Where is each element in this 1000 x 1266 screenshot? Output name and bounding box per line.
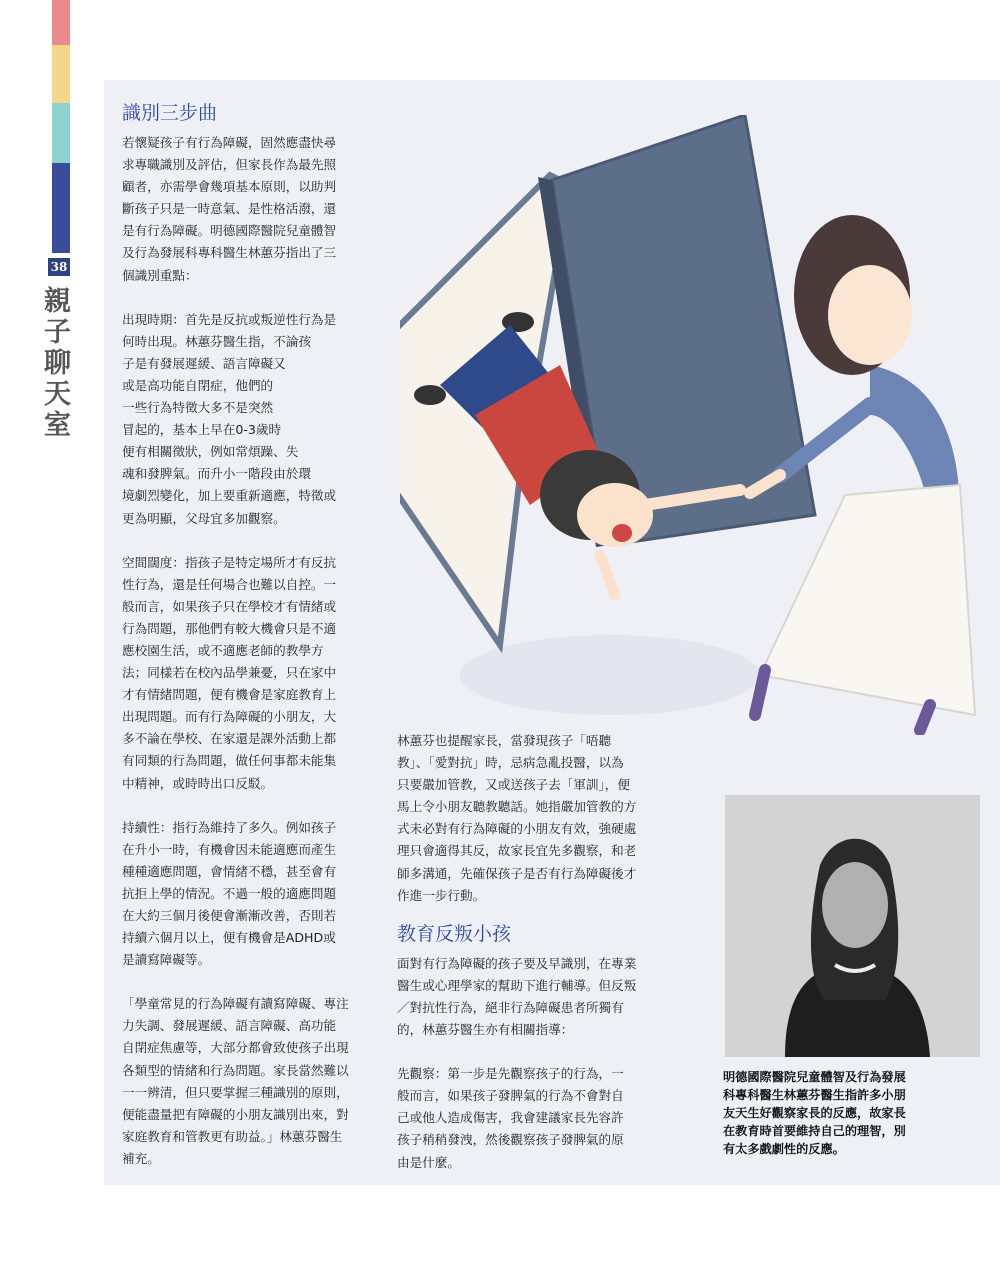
doctor-portrait-photo <box>725 795 980 1057</box>
photo-caption: 明德國際醫院兒童體智及行為發展 科專科醫生林蕙芬醫生指許多小朋 友天生好觀察家長的反應，故家長 在教育時首要維持自己的理智，別 有太多戲劇性的反應。 <box>723 1070 906 1156</box>
article-column-right <box>397 730 661 1174</box>
color-stripe-navy <box>52 163 70 253</box>
color-stripe-yellow <box>52 45 70 103</box>
paragraph-quote: 「學童常見的行為障礙有讀寫障礙、專注 力失調、發展遲緩、語言障礙、高功能 自閉症焦慮等，大部分都會致使孩子出現 各類型的情緒和行為問題。家長當然難以 一一辨清，但只要掌握三種識別的原則， 便能盡量把有障礙的小朋友識別出來，對 家庭教育和管教更有助益。」林蕙芬醫生 補充。 <box>122 996 349 1166</box>
paragraph-observe-first: 先觀察：第一步是先觀察孩子的行為，一 般而言，如果孩子發脾氣的行為不會對自 己或他人造成傷害，我會建議家長先容許 孩子稍稍發洩，然後觀察孩子發脾氣的原 由是什麼。 <box>397 1066 624 1170</box>
paragraph-onset-period: 出現時期：首先是反抗或叛逆性行為是 何時出現。林蕙芬醫生指，不論孩 子是有發展遲緩、語言障礙又 或是高功能自閉症，他們的 一些行為特徵大多不是突然 冒起的，基本上早在0-3歲時 便有相關徵狀，例如常煩躁、失 魂和發脾氣。而升小一階段由於環 境劇烈變化，加上要重新適應，特徵或 更為明顯，父母宜多加觀察。 <box>122 311 337 526</box>
paragraph-spatial-scope: 空間闊度：指孩子是特定場所才有反抗 性行為，還是任何場合也難以自控。一 般而言，如果孩子只在學校才有情緒或 行為問題，那他們有較大機會只是不適 應校園生活，或不適應老師的教學方 法；同樣若在校內品學兼憂，只在家中 才有情緒問題，便有機會是家庭教育上 出現問題。而有行為障礙的小朋友，大 多不論在學校、在家還是課外活動上都 有同類的行為問題，做任何事都未能集 中精神，或時時出口反駁。 <box>122 554 337 791</box>
section-heading-education: 教育反叛小孩 <box>397 922 512 945</box>
page-number: 38 <box>48 258 70 276</box>
mother-shoe-right <box>920 705 930 730</box>
section-heading-identification: 識別三步曲 <box>122 102 218 124</box>
illustration-child-tantrum <box>400 115 1000 735</box>
section-title-vertical: 親子聊天室 <box>39 286 70 441</box>
boy-shoe-right <box>414 385 446 405</box>
boy-mouth <box>612 524 632 542</box>
shadow-shape <box>460 635 760 715</box>
color-stripe-red <box>52 0 70 45</box>
paragraph-reminder: 林蕙芬也提醒家長，當發現孩子「唔聽 教」、「愛對抗」時，忌病急亂投醫，以為 只要嚴加管教，又或送孩子去「軍訓」，便 馬上令小朋友聽教聽話。她指嚴加管教的方 式未必對有行為障礙的小朋友有效，強硬處 理只會適得其反，故家長宜先多觀察，和老 師多溝通，先確保孩子是否有行為障礙後才 作進一步行動。 <box>397 733 637 903</box>
paragraph-early-identification: 面對有行為障礙的孩子要及早識別，在專業 醫生或心理學家的幫助下進行輔導。但反叛 ／對抗性行為，絕非行為障礙患者所獨有 的，林蕙芬醫生亦有相關指導： <box>397 955 637 1038</box>
paragraph-persistence: 持續性：指行為維持了多久。例如孩子 在升小一時，有機會因未能適應而產生 種種適應問題，會情緒不穩，甚至會有 抗拒上學的情況。不過一般的適應問題 在大約三個月後便會漸漸改善，否則若 持續六個月以上，便有機會是ADHD或 是讀寫障礙等。 <box>122 819 337 968</box>
article-column-left <box>122 100 372 1170</box>
boy-arm-lower <box>600 555 615 595</box>
mother-face <box>828 265 912 365</box>
color-stripe-teal <box>52 103 70 163</box>
portrait-face <box>822 862 888 948</box>
intro-paragraph: 若懷疑孩子有行為障礙，固然應盡快尋 求專職識別及評估，但家長作為最先照 顧者，亦需學會幾項基本原則，以助判 斷孩子只是一時意氣、是性格活潑，還 是有行為障礙。明德國際醫院兒童體智 及行為發展科專科醫生林蕙芬指出了三 個識別重點： <box>122 135 337 283</box>
